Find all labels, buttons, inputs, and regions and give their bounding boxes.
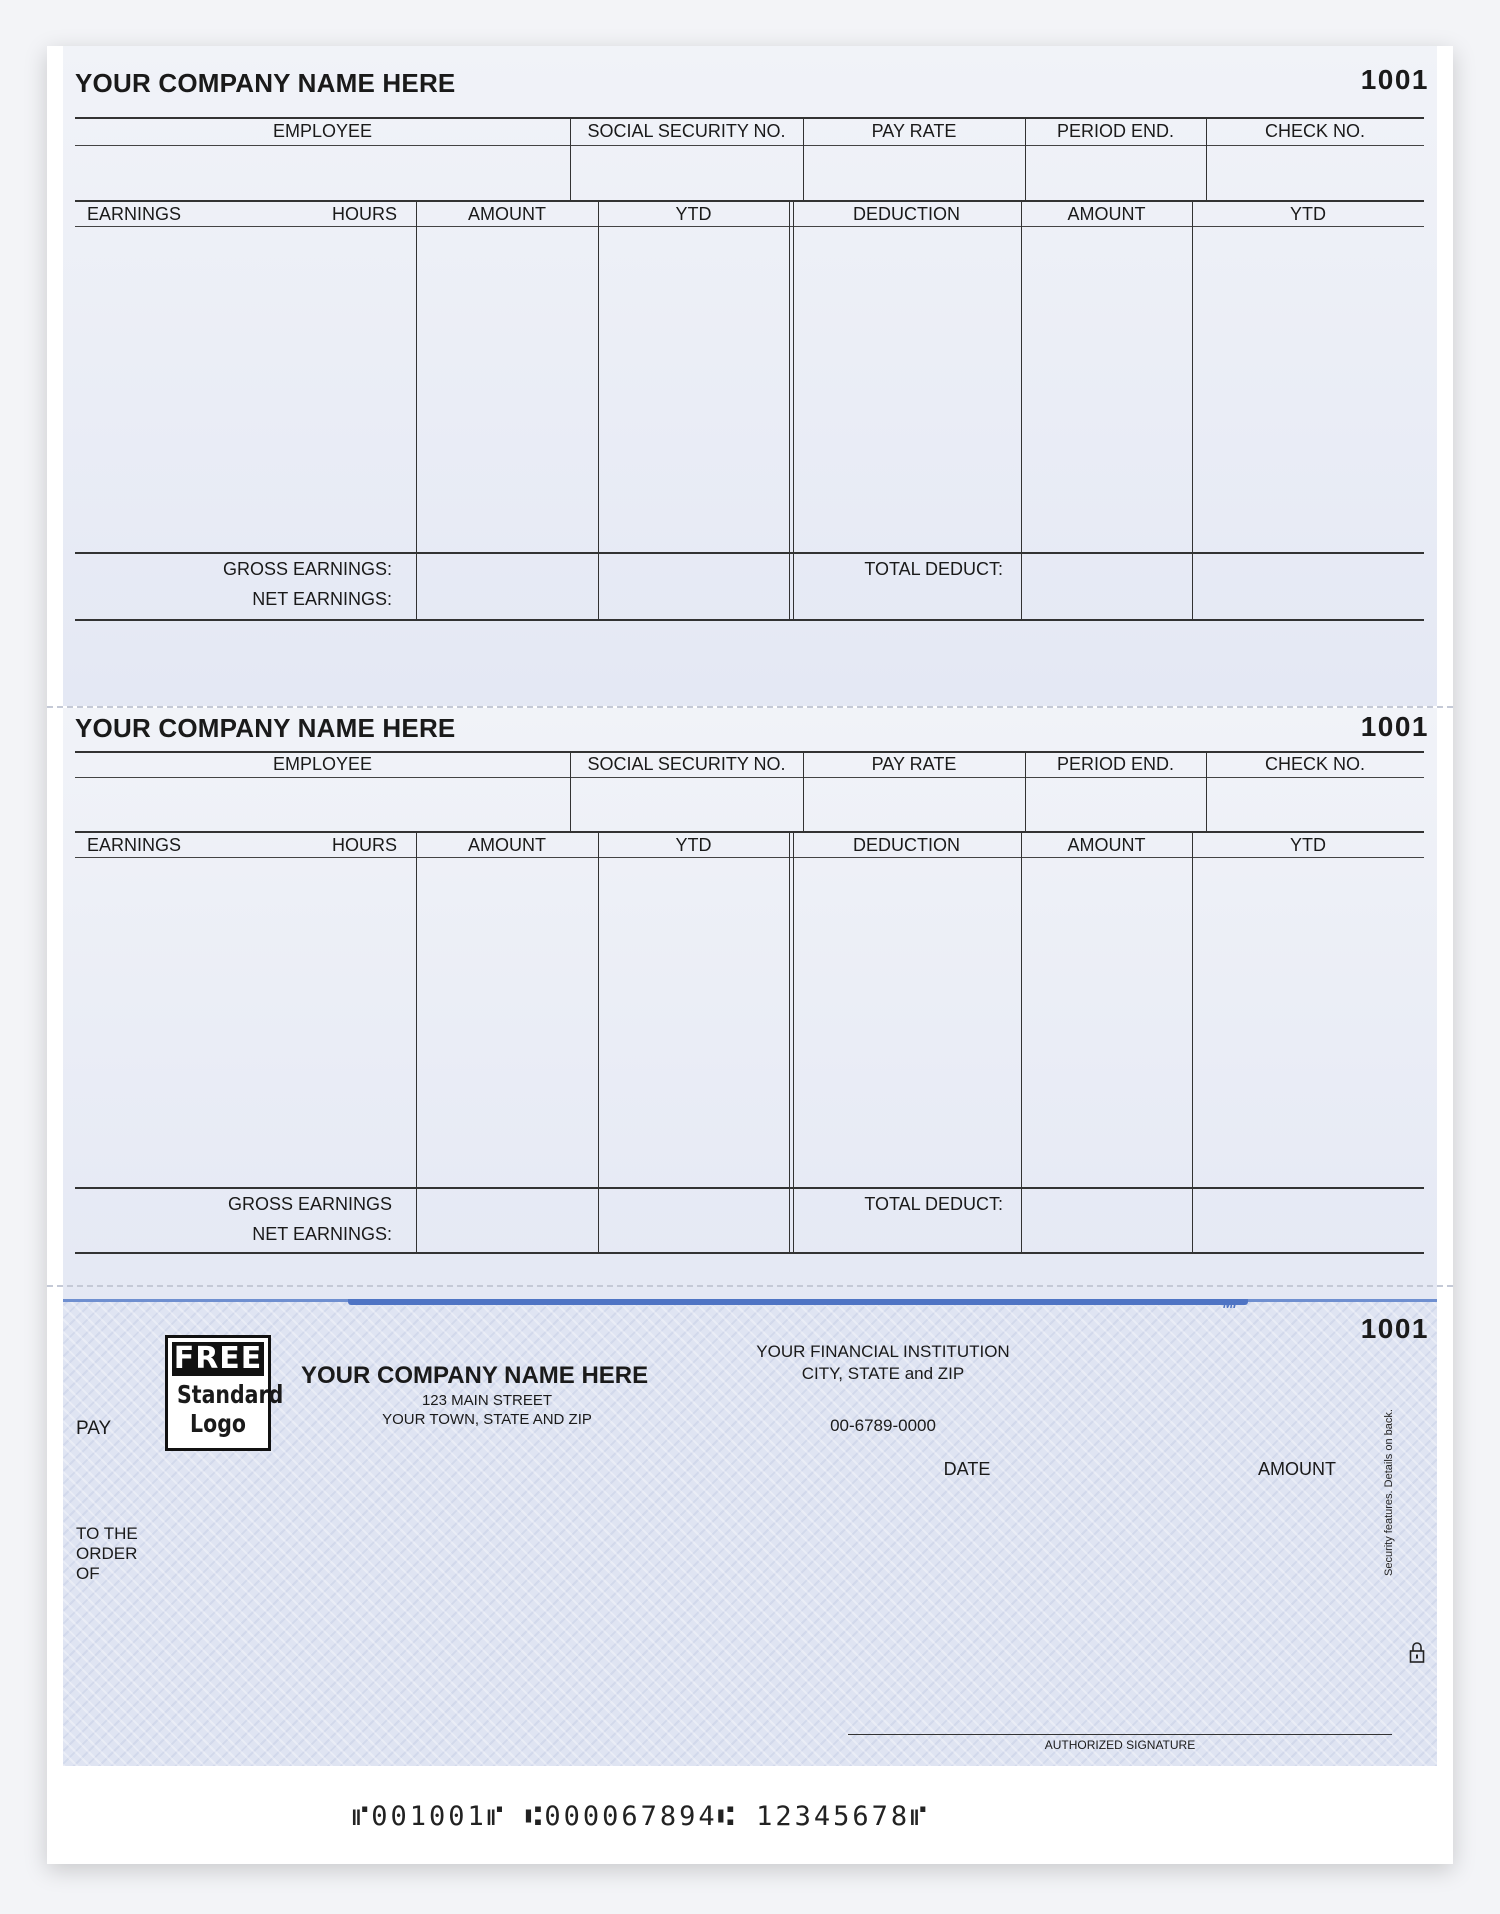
stub2-rule xyxy=(75,857,1424,858)
stub2-deduction-header: DEDUCTION xyxy=(853,835,960,855)
stub1-total-deduct-label: TOTAL DEDUCT: xyxy=(864,559,1003,579)
stub2-employee-header: EMPLOYEE xyxy=(272,754,373,774)
authorized-signature-label: AUTHORIZED SIGNATURE xyxy=(1044,1738,1196,1752)
stub2-total-deduct-label: TOTAL DEDUCT: xyxy=(864,1194,1003,1214)
stub1-divider xyxy=(1021,200,1022,619)
perforation-line xyxy=(47,1285,1453,1287)
stub2-divider xyxy=(416,831,417,1252)
stub2-gross-earnings-label: GROSS EARNINGS xyxy=(227,1194,392,1214)
check-security-bar xyxy=(348,1299,1248,1305)
stub2-hours-header: HOURS xyxy=(331,835,397,855)
stub2-divider xyxy=(1192,831,1193,1252)
stub2-ytd-header: YTD xyxy=(675,835,712,855)
stub1-check-number: 1001 xyxy=(1360,64,1429,95)
stub2-rule xyxy=(75,1252,1424,1254)
stub1-gross-earnings-label: GROSS EARNINGS: xyxy=(222,559,392,579)
amount-label: AMOUNT xyxy=(1258,1459,1336,1479)
check-number: 1001 xyxy=(1360,1313,1429,1344)
stub1-ssn-header: SOCIAL SECURITY NO. xyxy=(587,121,786,141)
check-company-street: 123 MAIN STREET xyxy=(421,1392,553,1409)
logo-free-text: FREE xyxy=(173,1341,263,1376)
stub1-rule xyxy=(75,552,1424,554)
stub2-check-no-header: CHECK NO. xyxy=(1264,754,1365,774)
stub2-divider xyxy=(598,831,599,1252)
stub2-earnings-header: EARNINGS xyxy=(87,835,182,855)
micr-line: ⑈001001⑈ ⑆000067894⑆ 12345678⑈ xyxy=(352,1801,930,1832)
to-the-order-line-1: TO THE xyxy=(76,1524,138,1543)
stub1-deduction-ytd-header: YTD xyxy=(1290,204,1326,224)
stub1-rule xyxy=(75,117,1424,119)
stub2-check-number: 1001 xyxy=(1360,711,1429,742)
stub2-deduction-ytd-header: YTD xyxy=(1290,835,1326,855)
stub1-amount-header: AMOUNT xyxy=(468,204,546,224)
paycheck-sheet xyxy=(47,46,1453,1864)
bank-city: CITY, STATE and ZIP xyxy=(801,1364,965,1383)
stub2-rule xyxy=(75,1187,1424,1189)
stub1-divider xyxy=(416,200,417,619)
stub1-divider xyxy=(789,200,794,619)
stub1-earnings-header: EARNINGS xyxy=(87,204,182,224)
security-features-note: Security features. Details on back. xyxy=(1383,1409,1395,1576)
stub2-company-name: YOUR COMPANY NAME HERE xyxy=(75,713,456,743)
signature-line xyxy=(848,1734,1392,1735)
padlock-icon xyxy=(1409,1640,1425,1664)
stub2-divider xyxy=(1021,831,1022,1252)
logo-line-2: Logo xyxy=(190,1409,246,1438)
stub1-rule xyxy=(75,200,1424,202)
stub1-rule xyxy=(75,619,1424,621)
stub1-rule xyxy=(75,145,1424,146)
stub2-net-earnings-label: NET EARNINGS: xyxy=(252,1224,392,1244)
date-label: DATE xyxy=(943,1459,991,1479)
stub1-period-end-header: PERIOD END. xyxy=(1056,121,1175,141)
stub1-rule xyxy=(75,226,1424,227)
check-company-name: YOUR COMPANY NAME HERE xyxy=(301,1362,649,1389)
pay-label: PAY xyxy=(76,1418,112,1439)
routing-fraction: 00-6789-0000 xyxy=(830,1416,936,1435)
stub2-rule xyxy=(75,777,1424,778)
company-logo xyxy=(165,1335,284,1451)
stub2-pay-rate-header: PAY RATE xyxy=(871,754,957,774)
stub1-net-earnings-label: NET EARNINGS: xyxy=(252,589,392,609)
check-company-town: YOUR TOWN, STATE AND ZIP xyxy=(382,1411,592,1428)
stub1-divider xyxy=(598,200,599,619)
logo-standard-text xyxy=(177,1380,284,1438)
stub1-divider xyxy=(1192,200,1193,619)
stub1-deduction-amount-header: AMOUNT xyxy=(1067,204,1146,224)
stub2-deduction-amount-header: AMOUNT xyxy=(1067,835,1146,855)
to-the-order-line-2: ORDER xyxy=(76,1544,138,1563)
stub2-ssn-header: SOCIAL SECURITY NO. xyxy=(587,754,786,774)
stub1-hours-header: HOURS xyxy=(331,204,397,224)
stub1-ytd-header: YTD xyxy=(675,204,712,224)
stub2-period-end-header: PERIOD END. xyxy=(1056,754,1175,774)
stub2-rule xyxy=(75,831,1424,833)
stub1-company-name: YOUR COMPANY NAME HERE xyxy=(75,68,456,98)
stub2-divider xyxy=(789,831,794,1252)
stub1-check-no-header: CHECK NO. xyxy=(1264,121,1365,141)
stub1-deduction-header: DEDUCTION xyxy=(853,204,960,224)
mp-mark: MP xyxy=(1223,1297,1241,1311)
to-the-order-line-3: OF xyxy=(76,1564,100,1583)
stub1-pay-rate-header: PAY RATE xyxy=(871,121,957,141)
logo-line-1: Standard xyxy=(177,1380,284,1409)
to-the-order-of-label xyxy=(76,1524,138,1584)
stub1-employee-header: EMPLOYEE xyxy=(272,121,373,141)
stub2-amount-header: AMOUNT xyxy=(468,835,546,855)
stub2-rule xyxy=(75,751,1424,753)
bank-name: YOUR FINANCIAL INSTITUTION xyxy=(756,1342,1010,1361)
